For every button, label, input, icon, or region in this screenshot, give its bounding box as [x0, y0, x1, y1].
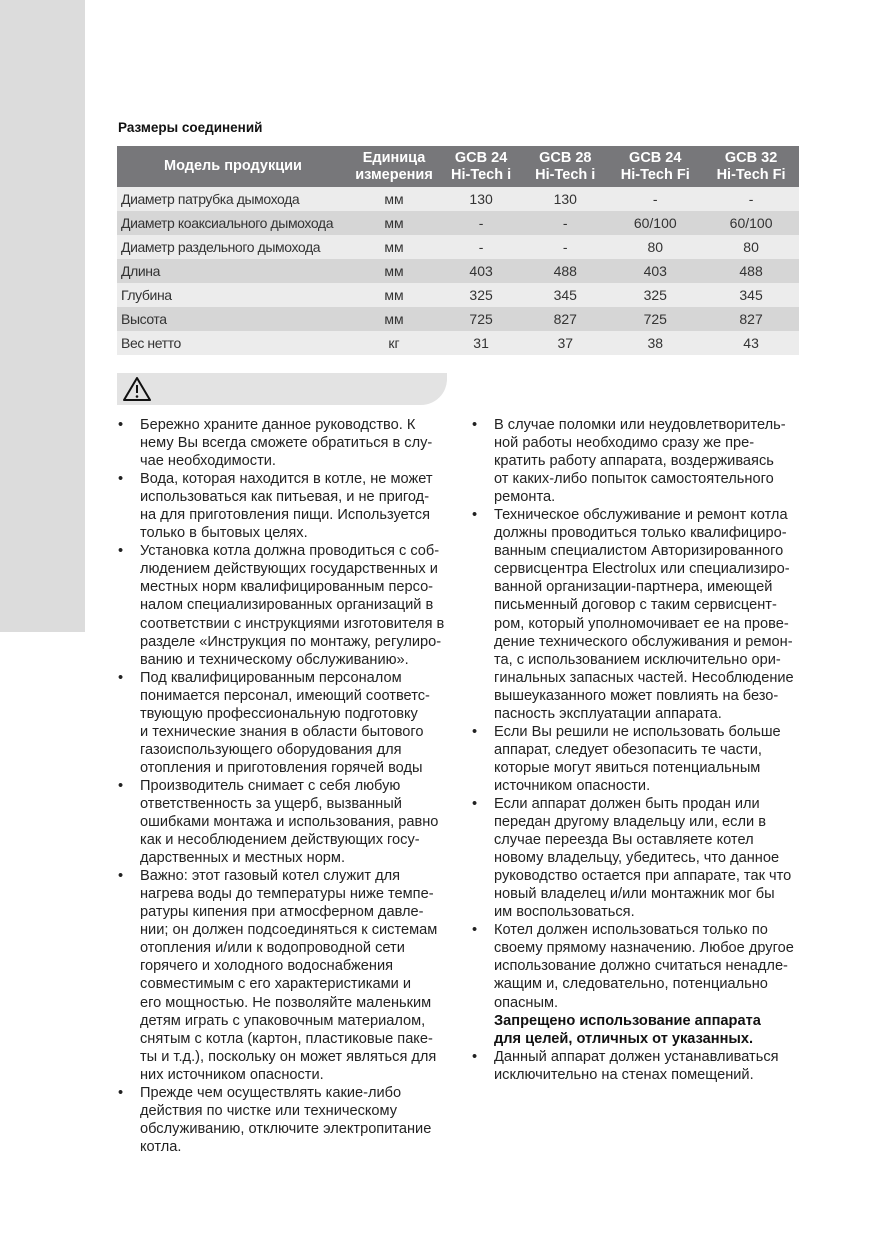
value-cell: -	[439, 235, 523, 259]
list-item-text: Важно: этот газовый котел служит для нагрева воды до температуры ниже темпе- ратуры кипения при атмосферном давле- нии; он должен подсоединяться к системам отопления и/или к водопроводной сети горячего и холодного водоснабжения совместимым с его характеристиками и его мощностью. Не позволяйте маленьким детям играть с упаковочным материалом, снятым с котла (картон, пластиковые паке- ты и т.д.), поскольку он может являться для них источником опасности.	[140, 868, 438, 1083]
unit-cell: кг	[349, 331, 439, 355]
list-item-text: Установка котла должна проводиться с соб- людением действующих государственных и местных норм квалифицированным персо- налом специализированных организаций в соответствии с инструкциями изготовителя в разделе «Инструкция по монтажу, регулиро- ванию и техническому обслуживанию».	[140, 543, 445, 668]
bullet: •	[472, 417, 478, 433]
value-cell: 60/100	[703, 211, 799, 235]
value-cell: 403	[607, 259, 703, 283]
value-cell: 325	[439, 283, 523, 307]
left-column	[118, 416, 453, 1156]
value-cell: 827	[703, 307, 799, 331]
list-item-text: Данный аппарат должен устанавливаться исключительно на стенах помещений.	[494, 1048, 779, 1083]
bullet: •	[118, 1084, 124, 1101]
row-label: Диаметр раздельного дымохода	[117, 235, 349, 259]
bullet: •	[118, 543, 124, 560]
unit-cell: мм	[349, 259, 439, 283]
list-item-text: Прежде чем осуществлять какие-либо действия по чистке или техническому обслуживанию, отключите электропитание котла.	[140, 1084, 432, 1155]
list-item	[118, 416, 453, 470]
value-cell: 827	[523, 307, 607, 331]
value-cell: -	[523, 211, 607, 235]
header-unit: Единица измерения	[349, 146, 439, 187]
list-item-text: Техническое обслуживание и ремонт котла должны проводиться только квалифициро- ванным специалистом Авторизированного сервисцентра Electrolux или специализиро- ванной организации-партнера, имеющей письменный договор с таким сервисцент- ром, который уполномочивает ее на прове- дение технического обслуживания и ремон- та, с использованием исключительно ори- гинальных запасных частей. Несоблюдение вышеуказанного может повлиять на безо- пасность эксплуатации аппарата.	[494, 507, 794, 722]
value-cell: 130	[523, 187, 607, 211]
right-column	[472, 416, 807, 1084]
value-cell: 80	[703, 235, 799, 259]
header-model-1: GCB 24 Hi-Tech i	[439, 146, 523, 187]
row-label: Вес нетто	[117, 331, 349, 355]
value-cell: 80	[607, 235, 703, 259]
header-model-3: GCB 24 Hi-Tech Fi	[607, 146, 703, 187]
bullet: •	[118, 669, 124, 686]
table-row	[117, 211, 799, 235]
bullet: •	[472, 1048, 478, 1065]
table-row	[117, 307, 799, 331]
list-item-text: Под квалифицированным персоналом понимается персонал, имеющий соответс- твующую профессиональную подготовку и технические знания в области бытового газоиспользующего оборудования для отопления и приготовления горячей воды	[140, 669, 430, 776]
list-item	[472, 506, 807, 723]
list-item	[472, 921, 807, 1011]
value-cell: 725	[607, 307, 703, 331]
value-cell: 725	[439, 307, 523, 331]
bullet: •	[472, 723, 478, 740]
value-cell: -	[523, 235, 607, 259]
value-cell: -	[439, 211, 523, 235]
list-item-text: Если Вы решили не использовать больше аппарат, следует обезопасить те части, которые могут явиться потенциальным источником опасности.	[494, 723, 781, 794]
list-item	[472, 1048, 807, 1084]
header-model: Модель продукции	[117, 146, 349, 187]
table-row	[117, 331, 799, 355]
unit-cell: мм	[349, 187, 439, 211]
header-model-4: GCB 32 Hi-Tech Fi	[703, 146, 799, 187]
value-cell: -	[607, 187, 703, 211]
unit-cell: мм	[349, 283, 439, 307]
table-row	[117, 259, 799, 283]
bullet: •	[118, 868, 124, 885]
unit-cell: мм	[349, 211, 439, 235]
list-item	[118, 867, 453, 1084]
table-header-row	[117, 146, 799, 187]
list-item-text: Если аппарат должен быть продан или передан другому владельцу или, если в случае переезда Вы оставляете котел новому владельцу, убедитесь, что данное руководство остается при аппарате, так что новый владелец и/или монтажник мог бы им воспользоваться.	[494, 795, 792, 921]
connection-dimensions-table	[117, 146, 799, 355]
bullet: •	[472, 795, 478, 812]
list-item-text: Бережно храните данное руководство. К нему Вы всегда сможете обратиться в слу- чае необходимости.	[140, 417, 433, 470]
value-cell: 403	[439, 259, 523, 283]
table-row	[117, 235, 799, 259]
value-cell: 488	[703, 259, 799, 283]
value-cell: -	[703, 187, 799, 211]
list-item	[472, 723, 807, 795]
bullet: •	[472, 507, 478, 524]
value-cell: 345	[703, 283, 799, 307]
unit-cell: мм	[349, 307, 439, 331]
table-row	[117, 187, 799, 211]
value-cell: 130	[439, 187, 523, 211]
row-label: Диаметр коаксиального дымохода	[117, 211, 349, 235]
list-item-text: Вода, которая находится в котле, не может использоваться как питьевая, и не пригод- на для приготовления пищи. Используется только в бытовых целях.	[140, 471, 433, 542]
bullet: •	[118, 471, 124, 488]
warning-triangle-icon	[122, 376, 152, 402]
list-item	[118, 777, 453, 867]
value-cell: 488	[523, 259, 607, 283]
row-label: Диаметр патрубка дымохода	[117, 187, 349, 211]
value-cell: 37	[523, 331, 607, 355]
value-cell: 43	[703, 331, 799, 355]
list-item	[472, 795, 807, 921]
list-item-text: Производитель снимает с себя любую ответственность за ущерб, вызванный ошибками монтажа и использования, равно как и несоблюдением действующих госу- дарственных и местных норм.	[140, 777, 439, 867]
warning-banner	[117, 373, 447, 405]
list-item	[118, 542, 453, 668]
value-cell: 60/100	[607, 211, 703, 235]
list-item	[118, 1084, 453, 1156]
table-row	[117, 283, 799, 307]
section-title: Размеры соединений	[118, 120, 263, 135]
unit-cell: мм	[349, 235, 439, 259]
row-label: Глубина	[117, 283, 349, 307]
value-cell: 325	[607, 283, 703, 307]
row-label: Высота	[117, 307, 349, 331]
list-item-text: Котел должен использоваться только по своему прямому назначению. Любое другое использование должно считаться ненадле- жащим и, следовательно, потенциально опасным.	[494, 922, 794, 1011]
value-cell: 31	[439, 331, 523, 355]
bullet: •	[472, 922, 478, 939]
bullet: •	[118, 777, 124, 794]
list-item	[118, 470, 453, 542]
list-item	[118, 669, 453, 777]
prohibition-note: Запрещено использование аппарата для целей, отличных от указанных.	[494, 1012, 761, 1047]
side-color-strip	[0, 0, 85, 632]
header-model-2: GCB 28 Hi-Tech i	[523, 146, 607, 187]
list-item-text: В случае поломки или неудовлетворитель- ной работы необходимо сразу же пре- кратить работу аппарата, воздерживаясь от каких-либо попыток самостоятельного ремонта.	[494, 417, 786, 506]
list-item	[472, 416, 807, 506]
value-cell: 38	[607, 331, 703, 355]
row-label: Длина	[117, 259, 349, 283]
value-cell: 345	[523, 283, 607, 307]
bullet: •	[118, 417, 124, 433]
